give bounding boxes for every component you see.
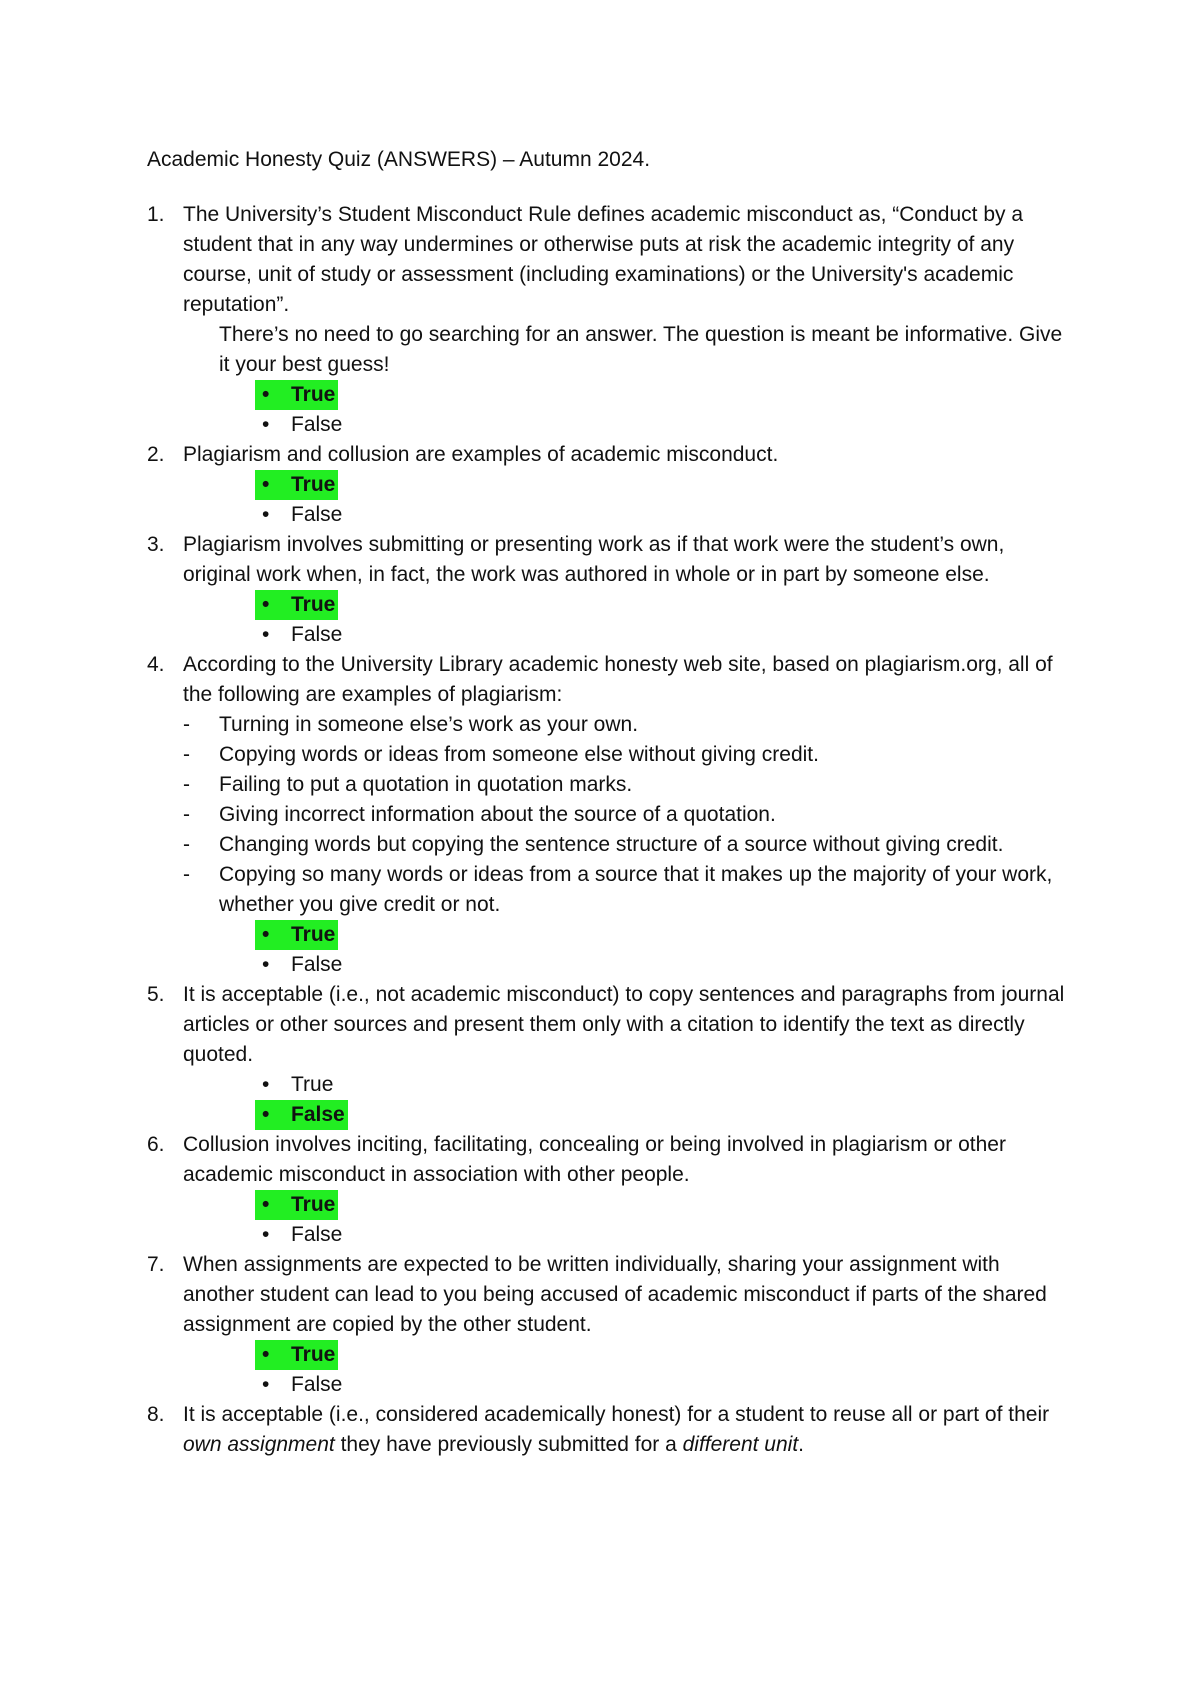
bullet-icon: • — [262, 413, 270, 436]
option-false: • False — [255, 1220, 345, 1250]
option-item[interactable] — [262, 380, 1072, 410]
question-number: 1. — [147, 203, 165, 226]
option-list — [183, 1190, 1072, 1250]
question-number: 8. — [147, 1403, 165, 1426]
option-false: • False — [255, 950, 345, 980]
bullet-icon: • — [262, 1373, 270, 1396]
list-item: - Copying words or ideas from someone else without giving credit. — [219, 740, 1072, 770]
document-body — [147, 145, 1072, 1460]
question-number: 2. — [147, 443, 165, 466]
dash-icon: - — [183, 803, 190, 826]
question-text: Plagiarism involves submitting or presenting work as if that work were the student’s own, original work when, in fact, the work was authored in whole or in part by someone else. — [183, 533, 1005, 586]
bullet-icon: • — [262, 923, 270, 946]
question-number: 4. — [147, 653, 165, 676]
dash-icon: - — [183, 713, 190, 736]
bullet-icon: • — [262, 503, 270, 526]
option-list — [183, 920, 1072, 980]
list-item: - Turning in someone else’s work as your own. — [219, 710, 1072, 740]
bullet-icon: • — [262, 953, 270, 976]
question-text: When assignments are expected to be written individually, sharing your assignment with another student can lead to you being accused of academic misconduct if parts of the shared assignment are copied by the other student. — [183, 1253, 1047, 1336]
question-note: There’s no need to go searching for an answer. The question is meant be informative. Give it your best guess! — [219, 323, 1063, 376]
bullet-icon: • — [262, 1223, 270, 1246]
option-true-correct: • True — [255, 1340, 338, 1370]
bullet-icon: • — [262, 623, 270, 646]
option-list — [183, 1070, 1072, 1130]
option-item[interactable] — [262, 920, 1072, 950]
bullet-icon: • — [262, 593, 270, 616]
option-true-correct: • True — [255, 380, 338, 410]
option-item[interactable] — [262, 500, 1072, 530]
question-5 — [147, 980, 1072, 1130]
option-false: • False — [255, 500, 345, 530]
option-list — [183, 380, 1072, 440]
option-false: • False — [255, 620, 345, 650]
list-item: - Failing to put a quotation in quotation marks. — [219, 770, 1072, 800]
option-item[interactable] — [262, 410, 1072, 440]
dash-icon: - — [183, 773, 190, 796]
question-text: According to the University Library academic honesty web site, based on plagiarism.org, all of the following are examples of plagiarism: — [183, 653, 1053, 706]
emphasis-text: own assignment — [183, 1433, 335, 1456]
option-true-correct: • True — [255, 1190, 338, 1220]
list-item: - Copying so many words or ideas from a source that it makes up the majority of your work, whether you give credit or not. — [219, 860, 1072, 920]
question-number: 3. — [147, 533, 165, 556]
option-false: • False — [255, 1370, 345, 1400]
bullet-icon: • — [262, 383, 270, 406]
option-item[interactable] — [262, 950, 1072, 980]
page-title: Academic Honesty Quiz (ANSWERS) – Autumn 2024. — [147, 148, 651, 171]
bullet-icon: • — [262, 1193, 270, 1216]
bullet-icon: • — [262, 1103, 270, 1126]
option-item[interactable] — [262, 1070, 1072, 1100]
dash-icon: - — [183, 863, 190, 886]
option-item[interactable] — [262, 1220, 1072, 1250]
question-8 — [147, 1400, 1072, 1460]
question-text: It is acceptable (i.e., not academic misconduct) to copy sentences and paragraphs from journal articles or other sources and present them only with a citation to identify the text as directly quoted. — [183, 983, 1065, 1066]
question-text: The University’s Student Misconduct Rule defines academic misconduct as, “Conduct by a student that in any way undermines or otherwise puts at risk the academic integrity of any course, unit of study or assessment (including examinations) or the University's academic reputation”. — [183, 203, 1024, 316]
option-item[interactable] — [262, 590, 1072, 620]
option-item[interactable] — [262, 620, 1072, 650]
option-list — [183, 470, 1072, 530]
question-text: Plagiarism and collusion are examples of academic misconduct. — [183, 443, 779, 466]
option-true-correct: • True — [255, 470, 338, 500]
option-item[interactable] — [262, 470, 1072, 500]
option-true: • True — [255, 1070, 336, 1100]
question-number: 7. — [147, 1253, 165, 1276]
question-4 — [147, 650, 1072, 980]
question-6 — [147, 1130, 1072, 1250]
option-item[interactable] — [262, 1100, 1072, 1130]
question-list — [147, 200, 1072, 1460]
option-item[interactable] — [262, 1370, 1072, 1400]
option-item[interactable] — [262, 1190, 1072, 1220]
option-false-correct: • False — [255, 1100, 348, 1130]
question-text: Collusion involves inciting, facilitating, concealing or being involved in plagiarism or other academic misconduct in association with other people. — [183, 1133, 1006, 1186]
bullet-icon: • — [262, 1073, 270, 1096]
question-7 — [147, 1250, 1072, 1400]
question-3 — [147, 530, 1072, 650]
dash-icon: - — [183, 743, 190, 766]
list-item: - Changing words but copying the sentence structure of a source without giving credit. — [219, 830, 1072, 860]
option-item[interactable] — [262, 1340, 1072, 1370]
question-1 — [147, 200, 1072, 440]
question-2 — [147, 440, 1072, 530]
option-true-correct: • True — [255, 920, 338, 950]
bullet-icon: • — [262, 473, 270, 496]
option-list — [183, 590, 1072, 650]
plagiarism-examples-list — [183, 710, 1072, 920]
dash-icon: - — [183, 833, 190, 856]
question-number: 6. — [147, 1133, 165, 1156]
question-text: It is acceptable (i.e., considered academically honest) for a student to reuse all or part of their own assignment they have previously submitted for a different unit. — [183, 1403, 1050, 1456]
question-number: 5. — [147, 983, 165, 1006]
list-item: - Giving incorrect information about the source of a quotation. — [219, 800, 1072, 830]
emphasis-text: different unit — [682, 1433, 799, 1456]
bullet-icon: • — [262, 1343, 270, 1366]
option-list — [183, 1340, 1072, 1400]
option-true-correct: • True — [255, 590, 338, 620]
option-false: • False — [255, 410, 345, 440]
